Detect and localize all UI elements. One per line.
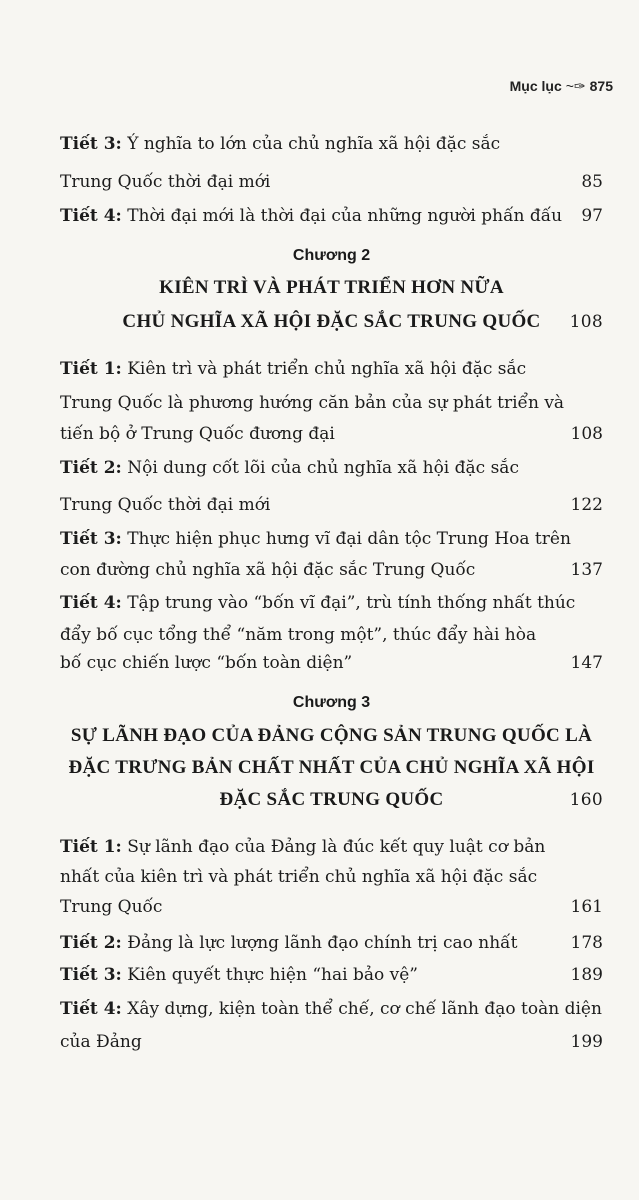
entry-text: Xây dựng, kiện toàn thể chế, cơ chế lãnh đạo toàn diện (121, 999, 602, 1019)
section-label: Tiết 1: (60, 837, 122, 857)
toc-entry-continuation (60, 171, 603, 193)
toc-entry (60, 358, 603, 380)
entry-text: Tập trung vào “bốn vĩ đại”, trù tính thống nhất thúc (121, 593, 576, 613)
entry-text: Trung Quốc (60, 897, 163, 917)
toc-entry (60, 836, 603, 858)
section-label: Tiết 2: (60, 933, 122, 953)
entry-text: Kiên quyết thực hiện “hai bảo vệ” (121, 965, 418, 985)
chapter-title: SỰ LÃNH ĐẠO CỦA ĐẢNG CỘNG SẢN TRUNG QUỐC LÀ (70, 725, 593, 746)
page-number: 147 (570, 653, 603, 673)
entry-text: bố cục chiến lược “bốn toàn diện” (60, 653, 353, 673)
entry-text: Đảng là lực lượng lãnh đạo chính trị cao nhất (121, 933, 518, 953)
chapter-number: Chương 2 (292, 247, 371, 264)
page-number: 137 (570, 560, 603, 580)
page-number: 97 (581, 206, 603, 226)
toc-entry (60, 592, 603, 614)
entry-text: nhất của kiên trì và phát triển chủ nghĩa xã hội đặc sắc (60, 867, 538, 887)
ornament-icon: ~✑ (565, 78, 586, 94)
toc-entry-continuation (60, 423, 603, 445)
entry-text: Trung Quốc là phương hướng căn bản của sự phát triển và (60, 393, 565, 413)
entry-text: đẩy bố cục tổng thể “năm trong một”, thúc đẩy hài hòa (60, 625, 537, 645)
running-header (510, 78, 613, 95)
entry-text: tiến bộ ở Trung Quốc đương đại (60, 424, 335, 444)
toc-entry-continuation (60, 494, 603, 516)
section-label: Tiết 3: (60, 134, 122, 154)
section-label: Tiết 3: (60, 965, 122, 985)
page-number: 199 (570, 1032, 603, 1052)
section-label: Tiết 4: (60, 206, 122, 226)
toc-entry (60, 457, 603, 479)
toc-entry-continuation (60, 1031, 603, 1053)
page-number: 189 (570, 965, 603, 985)
entry-text: Trung Quốc thời đại mới (60, 172, 271, 192)
toc-entry (60, 932, 603, 954)
toc-entry-continuation (60, 896, 603, 918)
page-number: 178 (570, 933, 603, 953)
page-number: 108 (570, 424, 603, 444)
header-page-number: 875 (589, 78, 613, 94)
chapter-title-text: ĐẶC SẮC TRUNG QUỐC (219, 789, 444, 810)
toc-entry (60, 528, 603, 550)
toc-entry (60, 998, 603, 1020)
toc-entry-continuation (60, 866, 603, 888)
chapter-title (60, 788, 603, 812)
entry-text: Ý nghĩa to lớn của chủ nghĩa xã hội đặc sắc (121, 134, 501, 154)
page-number: 108 (569, 312, 603, 332)
toc-entry (60, 964, 603, 986)
toc-entry-continuation (60, 652, 603, 674)
page-number: 161 (570, 897, 603, 917)
chapter-title: ĐẶC TRƯNG BẢN CHẤT NHẤT CỦA CHỦ NGHĨA XÃ HỘI (68, 757, 595, 778)
section-label: Tiết 1: (60, 359, 122, 379)
entry-text: của Đảng (60, 1032, 142, 1052)
toc-entry-continuation (60, 624, 603, 646)
section-label: Tiết 3: (60, 529, 122, 549)
toc-entry (60, 205, 603, 227)
chapter-title: KIÊN TRÌ VÀ PHÁT TRIỂN HƠN NỮA (159, 277, 504, 298)
chapter-number: Chương 3 (292, 694, 371, 711)
entry-text: Thời đại mới là thời đại của những người phấn đấu (121, 206, 563, 226)
entry-text: Thực hiện phục hưng vĩ đại dân tộc Trung Hoa trên (121, 529, 571, 549)
entry-text: Nội dung cốt lõi của chủ nghĩa xã hội đặc sắc (121, 458, 519, 478)
section-label: Tiết 4: (60, 593, 122, 613)
section-label: Tiết 2: (60, 458, 122, 478)
page-number: 85 (581, 172, 603, 192)
entry-text: Sự lãnh đạo của Đảng là đúc kết quy luật cơ bản (121, 837, 546, 857)
chapter-title (60, 310, 603, 334)
toc-entry (60, 133, 603, 155)
entry-text: Kiên trì và phát triển chủ nghĩa xã hội đặc sắc (121, 359, 527, 379)
entry-text: con đường chủ nghĩa xã hội đặc sắc Trung Quốc (60, 560, 476, 580)
page-number: 122 (570, 495, 603, 515)
toc-entry-continuation (60, 559, 603, 581)
entry-text: Trung Quốc thời đại mới (60, 495, 271, 515)
toc-entry-continuation (60, 392, 603, 414)
header-label: Mục lục (509, 78, 562, 94)
section-label: Tiết 4: (60, 999, 122, 1019)
page-number: 160 (569, 790, 603, 810)
chapter-title-text: CHỦ NGHĨA XÃ HỘI ĐẶC SẮC TRUNG QUỐC (122, 311, 541, 332)
